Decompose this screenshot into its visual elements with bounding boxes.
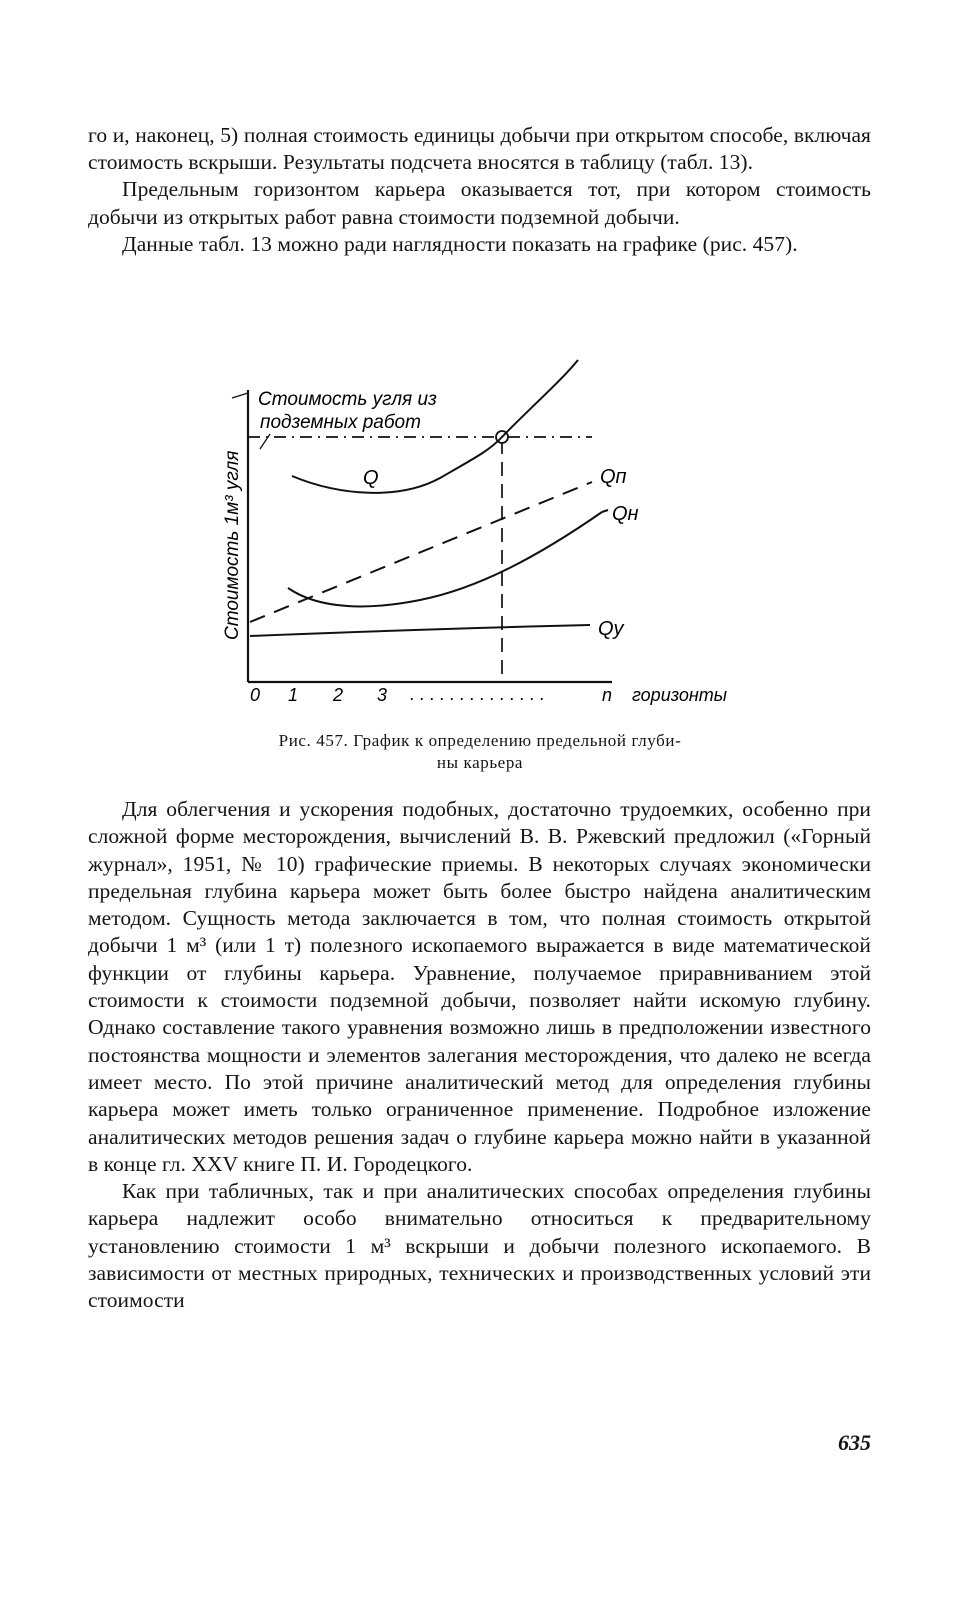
- paragraph-3: Данные табл. 13 можно ради наглядности показать на графике (рис. 457).: [122, 231, 798, 256]
- top-text-block: [88, 122, 871, 258]
- x-tick-1: 1: [288, 685, 299, 705]
- label-q: Q: [363, 467, 379, 489]
- qn-arrow-end: [602, 510, 608, 512]
- annotation-line-2: подземных работ: [260, 412, 421, 433]
- annotation-tick: [260, 434, 270, 449]
- caption-line-2: ны карьера: [436, 753, 524, 772]
- x-tick-2: 2: [333, 685, 344, 705]
- page-number: 635: [838, 1430, 871, 1455]
- y-axis-label: Стоимость 1м³ угля: [222, 450, 243, 640]
- label-qp: Qп: [600, 466, 627, 488]
- paragraph-2: Предельным горизонтом карьера оказывается тот, при котором стоимость добычи из открытых работ равна стоимости подземной добычи.: [88, 177, 871, 229]
- bottom-text-block: [88, 796, 871, 1315]
- curve-qn: [288, 512, 602, 606]
- annotation-line-1: Стоимость угля из: [258, 389, 437, 410]
- x-tick-dots: ..............: [410, 684, 551, 704]
- figure-caption: [200, 730, 760, 774]
- figure-457: [200, 360, 760, 720]
- paragraph-4: Для облегчения и ускорения подобных, достаточно трудоемких, особенно при сложной форме месторождения, вычислений В. В. Ржевский предложил («Горный журнал», 1951, № 10) графические приемы. В некоторых случаях экономически предельная глубина карьера может быть более быстро найдена аналитическим методом. Сущность метода заключается в том, что полная стоимость открытой добычи 1 м³ (или 1 т) полезного ископаемого выражается в виде математической функции от глубины карьера. Уравнение, получаемое приравниванием этой стоимости к стоимости подземной добычи, позволяет найти искомую глубину. Однако составление такого уравнения возможно лишь в предположении известного постоянства мощности и элементов залегания месторождения, что далеко не всегда имеет место. По этой причине аналитический метод для определения глубины карьера может иметь только ограниченное применение. Подробное изложение аналитических методов решения задач о глубине карьера можно найти в указанной в конце гл. XXV книге П. И. Городецкого.: [88, 797, 871, 1176]
- label-qy: Qу: [598, 618, 624, 640]
- paragraph-1: го и, наконец, 5) полная стоимость единицы добычи при открытом способе, включая стоимость вскрыши. Результаты подсчета вносятся в таблицу (табл. 13).: [88, 123, 871, 175]
- paragraph-5: Как при табличных, так и при аналитических способах определения глубины карьера надлежит особо внимательно относиться к предварительному установлению стоимости 1 м³ вскрыши и добычи полезного ископаемого. В зависимости от местных природных, технических и производственных условий эти стоимости: [88, 1179, 871, 1313]
- x-tick-3: 3: [377, 685, 388, 705]
- x-axis-label: горизонты: [632, 685, 728, 705]
- curve-qy: [250, 625, 590, 636]
- x-tick-0: 0: [250, 685, 261, 705]
- label-qn: Qн: [612, 503, 639, 525]
- x-tick-n: n: [602, 685, 613, 705]
- caption-line-1: Рис. 457. График к определению предельной глуби-: [278, 731, 682, 750]
- y-axis-tick-mark: [232, 393, 248, 398]
- figure-svg: [200, 360, 760, 720]
